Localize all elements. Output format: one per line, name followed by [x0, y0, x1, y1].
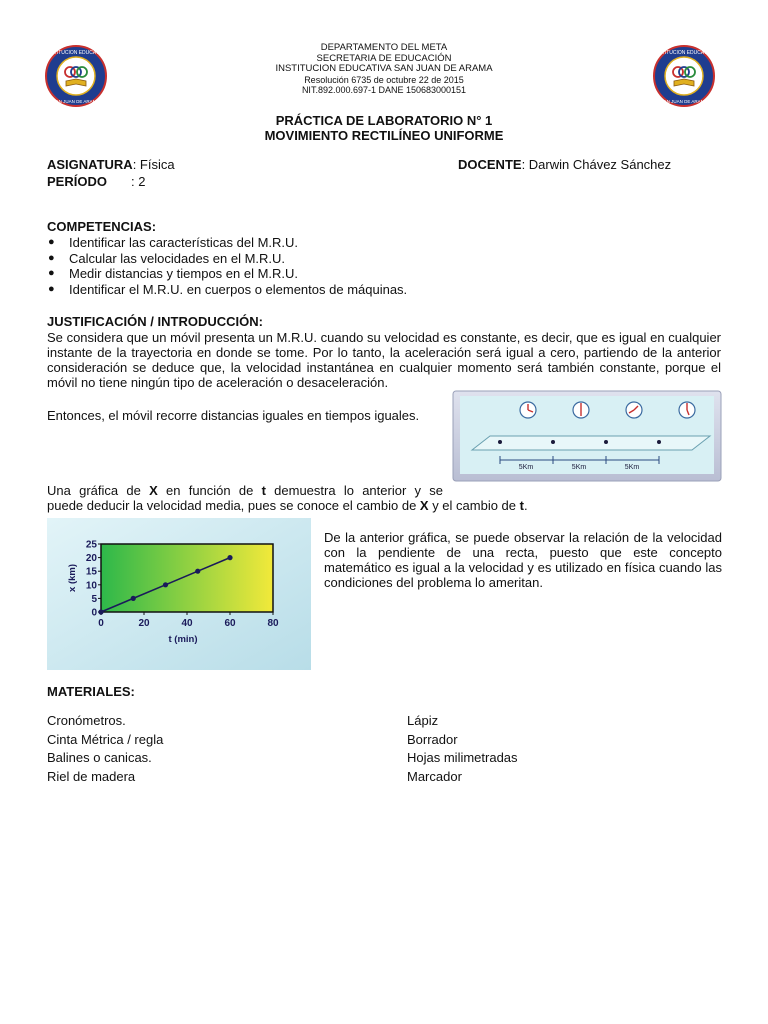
justificacion-paragraph-3: [47, 483, 727, 513]
position-marker: [498, 440, 502, 444]
bullet-icon: ●: [48, 236, 55, 248]
x-tick-label: 20: [138, 618, 150, 629]
segment-label: 5Km: [571, 464, 587, 471]
justificacion-paragraph-2: Entonces, el móvil recorre distancias iguales en tiempos iguales.: [47, 408, 420, 423]
clock-icon: [520, 402, 536, 418]
data-point: [131, 596, 136, 601]
list-item: Balines o canicas.: [47, 750, 152, 765]
y-tick-label: 15: [85, 566, 97, 578]
x-tick-label: 60: [224, 618, 236, 629]
list-item: Riel de madera: [47, 768, 136, 784]
competencias-list: [47, 235, 727, 297]
header-line-secretary: SECRETARIA DE EDUCACIÓN: [316, 52, 452, 64]
period-row: [47, 174, 145, 189]
mru-track-figure: [452, 390, 722, 482]
logo-top-text: INSTITUCION EDUCATIVA: [45, 50, 107, 56]
logo-top-text: INSTITUCION EDUCATIVA: [653, 50, 715, 56]
materiales-heading: MATERIALES:: [47, 684, 135, 699]
justificacion-heading: JUSTIFICACIÓN / INTRODUCCIÓN:: [47, 314, 263, 329]
bullet-icon: ●: [48, 267, 55, 279]
header-line-department: DEPARTAMENTO DEL META: [320, 42, 448, 53]
school-logo-right: [652, 44, 716, 108]
header-line-institution: INSTITUCION EDUCATIVA SAN JUAN DE ARAMA: [275, 63, 493, 74]
y-tick-label: 25: [85, 539, 97, 551]
clock-icon: [679, 402, 695, 418]
x-tick-label: 0: [98, 618, 104, 629]
logo-bottom-text: SAN JUAN DE ARAMA: [52, 99, 100, 104]
list-item: ● Medir distancias y tiempos en el M.R.U.: [48, 266, 299, 281]
data-point: [98, 609, 103, 614]
x-tick-label: 80: [267, 618, 279, 629]
track-platform: [472, 436, 710, 450]
logo-bottom-text: SAN JUAN DE ARAMA: [660, 99, 708, 104]
segment-label: 5Km: [518, 464, 534, 471]
list-item: Cronómetros.: [47, 713, 126, 728]
paragraph-3-line-1: Una gráfica de X en función de t demuestra lo anterior y se: [47, 483, 443, 498]
paragraph-3-line-2: puede deducir la velocidad media, pues se conoce el cambio de X y el cambio de t.: [47, 498, 528, 513]
bullet-icon: ●: [48, 251, 55, 264]
list-item: ● Calcular las velocidades en el M.R.U.: [48, 250, 286, 266]
period-value: : 2: [130, 174, 146, 189]
position-marker: [604, 440, 608, 444]
data-point: [227, 555, 232, 560]
data-point: [195, 569, 200, 574]
teacher-value: : Darwin Chávez Sánchez: [521, 157, 672, 172]
period-label: PERÍODO: [47, 174, 107, 189]
y-axis-label: x (km): [67, 564, 78, 592]
header-line-resolution: Resolución 6735 de octubre 22 de 2015: [304, 74, 464, 85]
list-item: Cinta Métrica / regla: [47, 731, 164, 747]
list-item: ● Identificar el M.R.U. en cuerpos o elementos de máquinas.: [48, 281, 408, 297]
justificacion-paragraph-1: Se considera que un móvil presenta un M.R.U. cuando su velocidad es constante, es decir, que es igual en cualquier instante de la trayectoria en donde se tome. Por lo tanto, la aceleración será igual a cero, partiendo de la anterior consideración se deduce que, la velocidad instantánea en cualquier momento será también constante, porque el móvil no tiene ningún tipo de aceleración o desaceleración.: [47, 330, 721, 390]
y-tick-label: 10: [85, 580, 97, 592]
x-axis-label: t (min): [168, 634, 198, 645]
document-title: [100, 113, 668, 143]
list-item: Hojas milimetradas: [407, 750, 518, 765]
materiales-left-column: [47, 712, 347, 786]
teacher-label: DOCENTE: [458, 157, 522, 172]
list-item: ● Identificar las características del M.R.U.: [48, 235, 299, 250]
materiales-right-column: [407, 712, 707, 786]
position-marker: [551, 440, 555, 444]
clock-icon: [573, 402, 589, 418]
school-logo-left: [44, 44, 108, 108]
position-marker: [657, 440, 661, 444]
y-tick-label: 0: [91, 607, 97, 619]
list-item: Borrador: [407, 731, 458, 747]
institution-header: [150, 43, 618, 96]
title-line-2: MOVIMIENTO RECTILÍNEO UNIFORME: [264, 128, 504, 143]
subject-value: : Física: [132, 157, 175, 172]
list-item: Lápiz: [407, 713, 439, 728]
list-item: Marcador: [407, 768, 462, 784]
header-line-nit: NIT.892.000.697-1 DANE 150683000151: [301, 85, 467, 95]
teacher-row: [458, 157, 671, 172]
bullet-icon: ●: [48, 282, 55, 295]
justificacion-paragraph-4: De la anterior gráfica, se puede observar la relación de la velocidad con la pendiente de una recta, puesto que este concepto matemático es igual a la velocidad y es utilizado en física cuando las condiciones del problema lo ameritan.: [324, 530, 722, 590]
clock-icon: [626, 402, 642, 418]
subject-row: [47, 157, 175, 172]
x-tick-label: 40: [181, 618, 193, 629]
data-point: [163, 582, 168, 587]
subject-label: ASIGNATURA: [47, 157, 133, 172]
segment-label: 5Km: [624, 464, 640, 471]
competencias-heading: COMPETENCIAS:: [47, 219, 157, 234]
y-tick-label: 20: [85, 553, 97, 565]
title-line-1: PRÁCTICA DE LABORATORIO N° 1: [275, 113, 493, 128]
y-tick-label: 5: [91, 593, 97, 605]
position-time-chart: [47, 518, 311, 670]
